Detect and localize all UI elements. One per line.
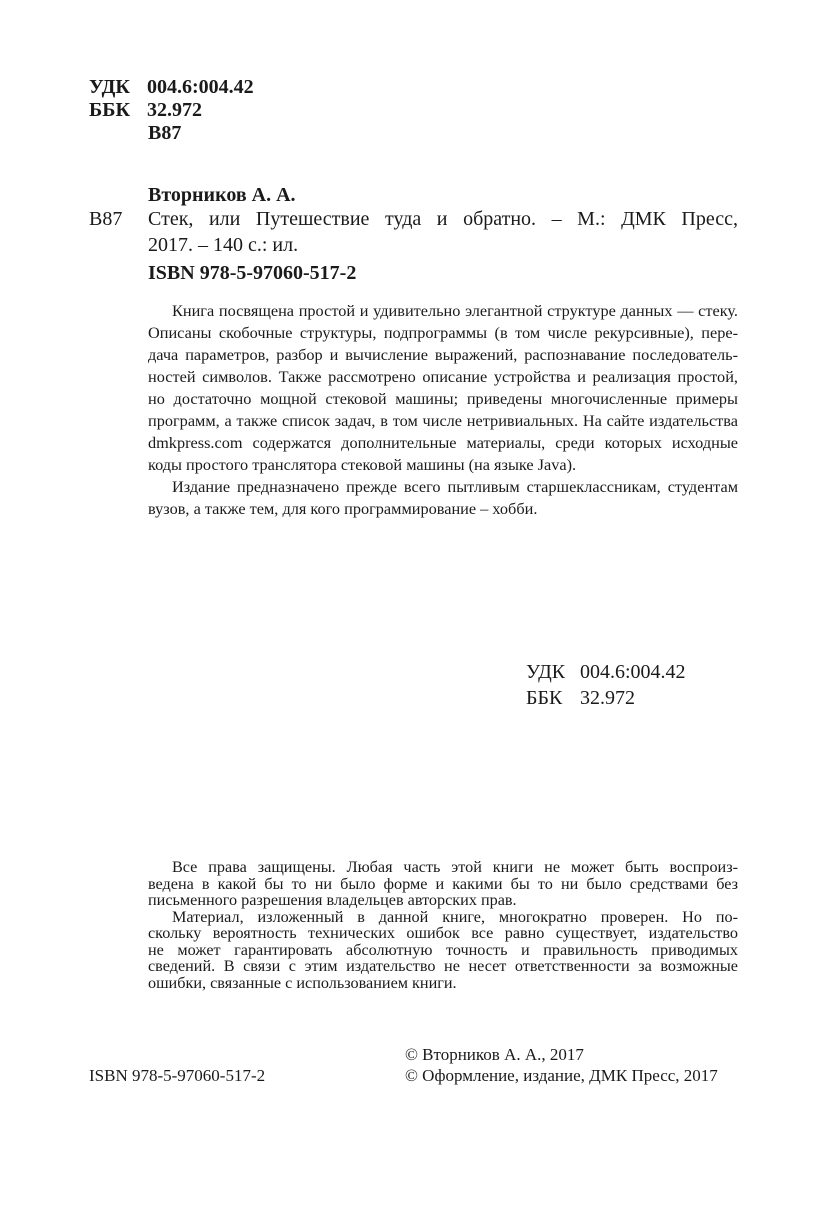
bbk-row-2 [526,686,635,710]
bbk-label-2: ББК [526,687,563,709]
rights-line: Все права защищены. Любая часть этой книги не может быть воспроиз- [172,858,738,876]
annotation-line: Описаны скобочные структуры, подпрограммы (в том числе рекурсивные), пере- [148,323,738,342]
udk-value-2: 004.6:004.42 [580,661,686,683]
book-title-line-2: 2017. – 140 с.: ил. [148,234,299,256]
annotation-line: коды простого транслятора стековой машины (на языке Java). [148,455,577,474]
rights-notice [148,859,738,991]
annotation-line: dmkpress.com содержатся дополнительные материалы, среди которых исходные [148,433,738,452]
author-code-mark: В87 [148,122,182,144]
annotation-line: Издание предназначено прежде всего пытливым старшеклассникам, студентам [172,477,738,496]
annotation-line: программ, а также список задач, в том числе нетривиальных. На сайте издательства [148,411,738,430]
annotation-line: ностей символов. Также рассмотрено описание устройства и реализация простой, [148,367,738,386]
rights-line: ошибки, связанные с использованием книги. [148,973,457,992]
copyright-author: © Вторников А. А., 2017 [405,1045,584,1064]
book-title-line-1: Стек, или Путешествие туда и обратно. – М.: ДМК Пресс, [148,208,738,230]
book-author: Вторников А. А. [148,184,296,206]
rights-line: ведена в какой бы то ни было форме и какими бы то ни было средствами без [148,874,738,893]
udk-row [89,76,254,98]
udk-label: УДК [89,76,130,98]
udk-value: 004.6:004.42 [147,76,254,98]
udk-row-2 [526,660,686,684]
author-code: В87 [89,208,123,230]
isbn-footer: ISBN 978-5-97060-517-2 [89,1066,266,1085]
rights-line: Материал, изложенный в данной книге, многократно проверен. Но по- [172,907,738,926]
bbk-value: 32.972 [147,99,202,121]
bbk-value-2: 32.972 [580,687,635,709]
rights-line: письменного разрешения владельцев авторских прав. [148,891,517,909]
annotation-line: вузов, а также тем, для кого программирование – хобби. [148,499,538,518]
rights-line: сведений. В связи с этим издательство не несет ответственности за возможные [148,957,738,975]
annotation-line: Книга посвящена простой и удивительно элегантной структуре данных — стеку. [172,301,738,320]
annotation-line: дача параметров, разбор и вычисление выражений, распознавание последователь- [148,345,738,364]
udk-label-2: УДК [526,661,566,683]
bbk-row [89,99,202,121]
bbk-label: ББК [89,99,130,121]
annotation [148,300,738,520]
copyright-publisher: © Оформление, издание, ДМК Пресс, 2017 [405,1066,718,1085]
annotation-line: но достаточно мощной стековой машины; приведены многочисленные примеры [148,389,738,408]
rights-line: не может гарантировать абсолютную точность и правильность приводимых [148,940,738,959]
rights-line: скольку вероятность технических ошибок все равно существует, издательство [148,924,738,942]
isbn-main: ISBN 978-5-97060-517-2 [148,262,357,284]
